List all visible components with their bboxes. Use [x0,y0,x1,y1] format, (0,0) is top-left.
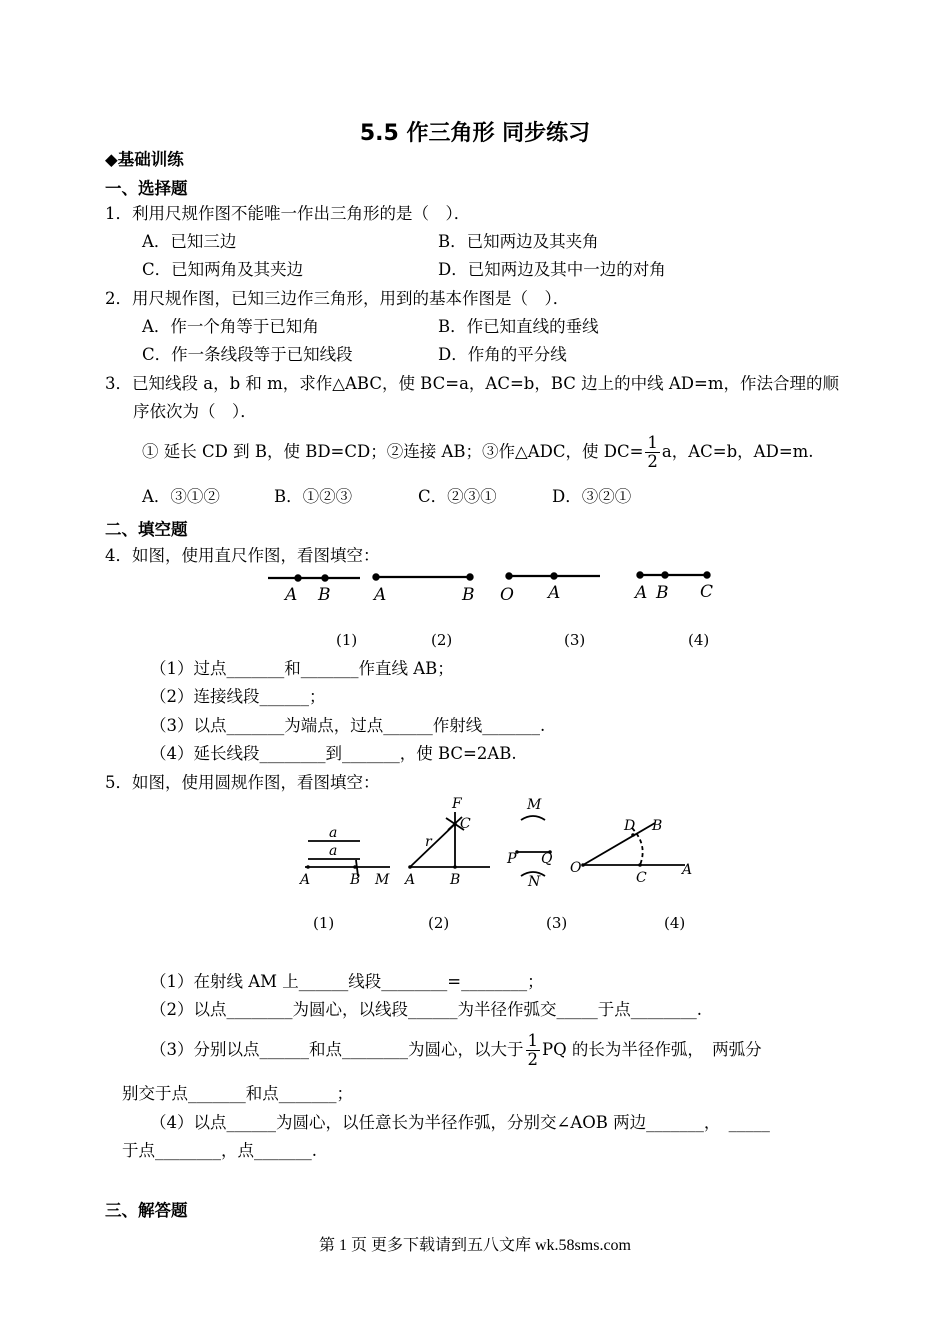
q5-b3-post: PQ 的长为半径作弧， 两弧分 [542,1040,762,1059]
question-3-stem-line1: 3．已知线段 a，b 和 m，求作△ABC，使 BC=a，AC=b，BC 边上的中线 AD=m，作法合理的顺 [105,374,839,393]
section-heading-basic: ◆基础训练 [105,150,184,169]
q5-label: B [652,818,663,834]
q5-blank-4-line2: 于点________，点_______. [122,1141,317,1160]
q3-option-b: B．①②③ [274,487,353,506]
q5-blank-4-line1: （4）以点______为圆心，以任意长为半径作弧，分别交∠AOB 两边_______， _____ [150,1113,770,1132]
q4-label: O [500,585,514,605]
q5-label: C [460,816,471,832]
q4-fig1-point-b [322,575,327,580]
q3-fraction [645,434,660,471]
q4-ruler-figures [0,560,950,655]
part-heading-solve: 三、解答题 [105,1201,188,1220]
part-heading-choice: 一、选择题 [105,179,188,198]
q1-option-b: B．已知两边及其夹角 [438,232,599,251]
q5-label: A [405,872,416,888]
q5-label: B [350,872,361,888]
q5-caption: (1) [313,914,335,932]
q5-blank-3 [150,1032,762,1069]
q4-caption: (3) [564,631,586,649]
q4-label: B [656,583,669,603]
q4-fig4-point-a [637,572,642,577]
q3-option-d: D．③②① [552,487,632,506]
q5-fig4-ray-ob [583,823,655,865]
q5-frac-num: 1 [527,1031,538,1050]
q4-caption: (2) [431,631,453,649]
q5-blank-1: （1）在射线 AM 上______线段________=________； [150,972,544,991]
q5-label: O [570,860,582,876]
q4-blank-1: （1）过点_______和_______作直线 AB； [150,659,454,678]
q4-label: A [285,585,298,605]
q5-label: F [452,796,462,812]
q5-b3-pre: （3）分别以点______和点________为圆心，以大于 [150,1040,524,1059]
q5-caption: (2) [428,914,450,932]
q3-steps-pre: ① 延长 CD 到 B，使 BD=CD；②连接 AB；③作△ADC，使 DC= [142,442,644,461]
q4-label: A [635,583,648,603]
q5-label: D [624,818,636,834]
q2-option-b: B．作已知直线的垂线 [438,317,599,336]
q4-fig3-point-o [506,573,511,578]
q4-fig3-point-a [551,573,556,578]
page-title: 5.5 作三角形 同步练习 [359,121,591,146]
question-2-stem: 2．用尺规作图，已知三边作三角形，用到的基本作图是（ ）． [105,289,570,308]
q5-label: A [682,862,693,878]
q3-steps-post: a，AC=b，AD=m. [661,442,814,461]
q3-option-c: C．②③① [418,487,497,506]
q4-label: B [462,585,475,605]
q5-compass-figures [0,790,950,940]
q4-caption: (1) [336,631,358,649]
page-footer: 第 1 页 更多下载请到五八文库 wk.58sms.com [318,1237,631,1254]
q4-fig4-point-c [704,572,709,577]
q4-caption: (4) [688,631,710,649]
q3-option-a: A．③①② [142,487,220,506]
q1-option-c: C．已知两角及其夹边 [142,260,304,279]
q4-blank-4: （4）延长线段________到_______，使 BC=2AB. [150,744,517,763]
q4-label: A [374,585,387,605]
q1-option-d: D．已知两边及其中一边的对角 [438,260,666,279]
q1-option-a: A．已知三边 [142,232,237,251]
q5-label: B [450,872,461,888]
q5-label: M [375,872,390,888]
q5-label: M [527,797,542,813]
q3-frac-den: 2 [647,452,658,471]
q5-frac-den: 2 [527,1050,538,1069]
q4-blank-2: （2）连接线段______； [150,687,326,706]
q5-label: r [425,834,432,850]
q5-blank-2: （2）以点________为圆心，以线段______为半径作弧交_____于点________. [150,1000,702,1019]
question-5-stem: 5．如图，使用圆规作图，看图填空： [105,773,380,792]
question-1-stem: 1．利用尺规作图不能唯一作出三角形的是（ ）． [105,204,471,223]
q4-fig4-point-b [662,572,667,577]
part-heading-fill: 二、填空题 [105,520,188,539]
q5-label: P [507,851,517,867]
question-3-stem-line2: 序依次为（ ）． [133,402,257,421]
q4-blank-3: （3）以点_______为端点，过点______作射线_______. [150,716,546,735]
q2-option-c: C．作一条线段等于已知线段 [142,345,353,364]
q5-label: N [528,874,541,890]
q2-option-d: D．作角的平分线 [438,345,567,364]
q5-label: a [329,843,338,859]
q5-fraction [526,1032,541,1069]
q5-blank-3-line2: 别交于点_______和点_______； [122,1084,353,1103]
q5-fig3-arc-top [521,816,545,820]
q5-label: Q [541,851,553,867]
q4-fig2-point-a [373,574,378,579]
q5-caption: (3) [546,914,568,932]
q5-label: a [329,825,338,841]
q4-label: C [700,582,714,602]
question-4-stem: 4．如图，使用直尺作图，看图填空： [105,546,380,565]
q4-label: A [548,583,561,603]
q4-fig2-point-b [467,574,472,579]
q5-fig2-hypotenuse [410,824,455,867]
q5-label: C [636,870,647,886]
question-3-steps [142,434,814,471]
q3-frac-num: 1 [647,433,658,452]
q4-label: B [318,585,331,605]
q5-caption: (4) [664,914,686,932]
q2-option-a: A．作一个角等于已知角 [142,317,319,336]
q5-label: A [300,872,311,888]
q4-fig1-point-a [295,575,300,580]
